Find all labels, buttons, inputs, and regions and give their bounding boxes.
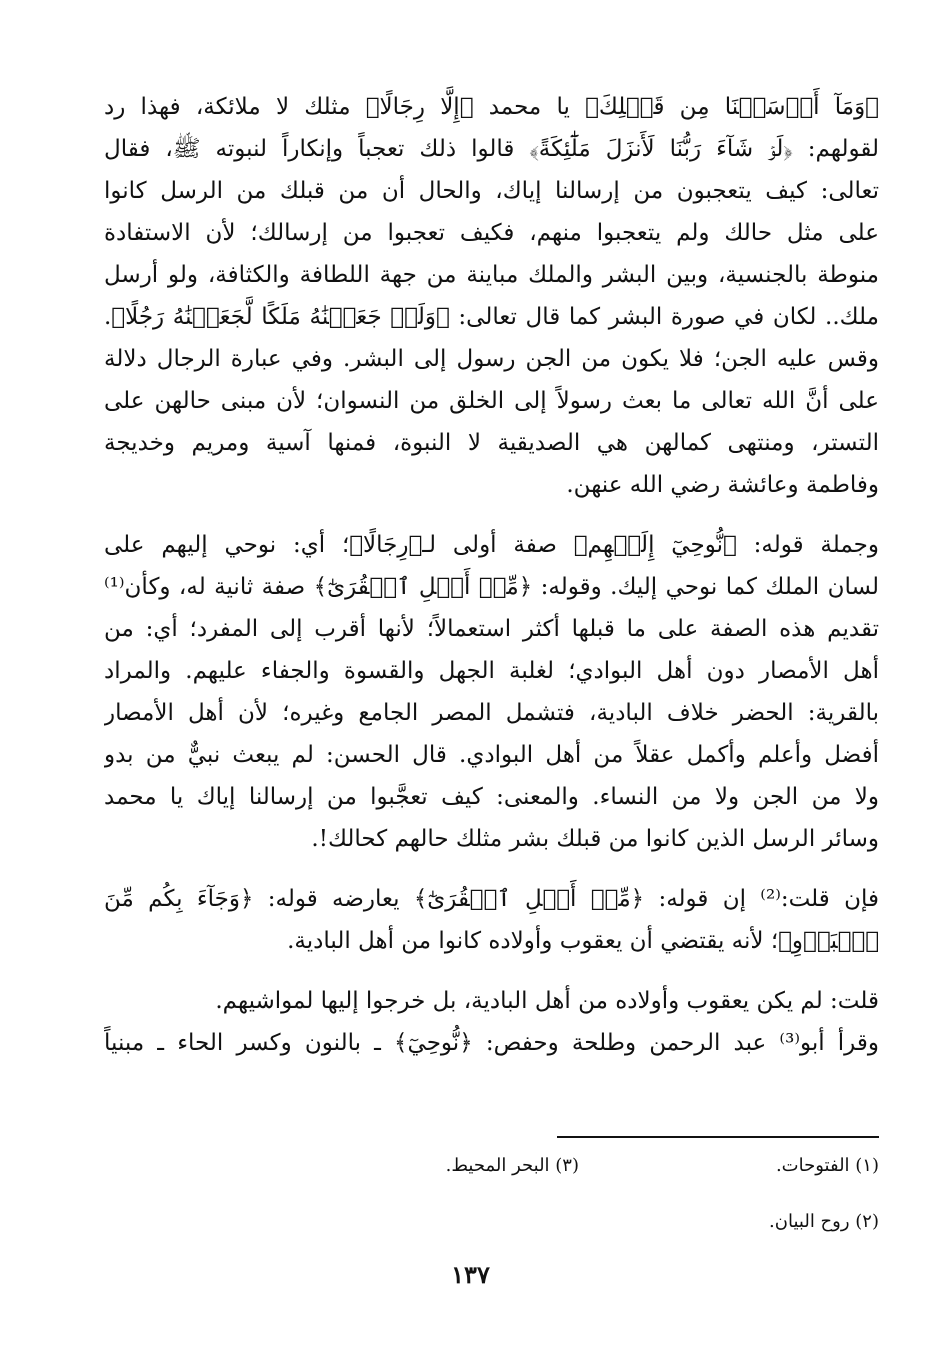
text-line: تعالى: كيف يتعجبون من إرسالنا إياك، والحال أن من قبلك من الرسل كانوا [104,178,879,204]
footnote-row [104,1208,879,1236]
text-line: وسائر الرسل الذين كانوا من قبلك بشر مثلك حالهم كحالك!. [311,826,879,852]
footnote-divider [557,1136,879,1138]
text-line: على مثل حالك ولم يتعجبوا منهم، فكيف تعجبوا من إرسالك؛ لأن الاستفادة [104,220,879,246]
footnote-2: (٢) روح البيان. [769,1211,879,1232]
text-line: لقولهم: ﴿لَوۡ شَآءَ رَبُّنَا لَأَنزَلَ مَلَٰٓئِكَةً﴾ قالوا ذلك تعجباً وإنكاراً لنبوته ﷺ، فقال [104,136,879,162]
footnote-3: (٣) البحر المحيط. [445,1155,579,1176]
paragraph-4 [104,980,879,1064]
text-line: لسان الملك كما نوحي إليك. وقوله: ﴿مِّنۡ أَهۡلِ ٱلۡقُرَىٰٓ﴾ صفة ثانية له، وكأن⁽¹⁾ [104,574,879,600]
text-line: ملك.. لكان في صورة البشر كما قال تعالى: ﴿وَلَوۡ جَعَلۡنَٰهُ مَلَكًا لَّجَعَلۡنَٰهُ رَجُلًا﴾. [104,304,879,330]
text-line: تقديم هذه الصفة على ما قبلها أكثر استعمالاً؛ لأنها أقرب إلى المفرد؛ أي: من [104,616,879,642]
footnotes [104,1152,879,1236]
footnote-row [104,1152,879,1180]
page-number: ١٣٧ [451,1260,490,1289]
text-line: ٱلۡبَدۡوِ﴾؛ لأنه يقتضي أن يعقوب وأولاده كانوا من أهل البادية. [287,928,879,954]
paragraph-1 [104,86,879,506]
text-line: وقس عليه الجن؛ فلا يكون من الجن رسول إلى البشر. وفي عبارة الرجال دلالة [104,346,879,372]
text-line: أفضل وأعلم وأكمل عقلاً من أهل البوادي. قال الحسن: لم يبعث نبيٌّ من بدو [104,742,879,768]
text-line: ﴿وَمَآ أَرۡسَلۡنَا مِن قَبۡلِكَ﴾ يا محمد ﴿إِلَّا رِجَالًا﴾ مثلك لا ملائكة، فهذا رد [104,94,879,120]
text-line: ولا من الجن ولا من النساء. والمعنى: كيف تعجَّبوا من إرسالنا إياك يا محمد [104,784,879,810]
text-line: قلت: لم يكن يعقوب وأولاده من أهل البادية، بل خرجوا إليها لمواشيهم. [215,988,879,1014]
main-text [104,86,879,1064]
text-line: وفاطمة وعائشة رضي الله عنهن. [566,472,879,498]
text-line: على أنَّ الله تعالى ما بعث رسولاً إلى الخلق من النسوان؛ لأن مبنى حالهن على [104,388,879,414]
text-line: أهل الأمصار دون أهل البوادي؛ لغلبة الجهل والقسوة والجفاء عليهم. والمراد [104,658,879,684]
text-line: التستر، ومنتهى كمالهن هي الصديقية لا النبوة، فمنها آسية ومريم وخديجة [104,430,879,456]
text-line: وقرأ أبو⁽³⁾ عبد الرحمن وطلحة وحفص: ﴿نُّوحِيٓ﴾ ـ بالنون وكسر الحاء ـ مبنياً [104,1030,879,1056]
footnote-1: (١) الفتوحات. [775,1155,879,1176]
paragraph-2 [104,524,879,860]
text-line: بالقرية: الحضر خلاف البادية، فتشمل المصر الجامع وغيره؛ لأن أهل الأمصار [104,700,879,726]
text-line: فإن قلت:⁽²⁾ إن قوله: ﴿مِّنۡ أَهۡلِ ٱلۡقُرَىٰٓ﴾ يعارضه قوله: ﴿وَجَآءَ بِكُم مِّنَ [104,886,879,912]
paragraph-3 [104,878,879,962]
text-line: وجملة قوله: ﴿نُّوحِيٓ إِلَيۡهِم﴾ صفة أولى لـ﴿رِجَالًا﴾؛ أي: نوحي إليهم على [104,532,879,558]
text-line: منوطة بالجنسية، وبين البشر والملك مباينة من جهة اللطافة والكثافة، ولو أرسل [104,262,879,288]
